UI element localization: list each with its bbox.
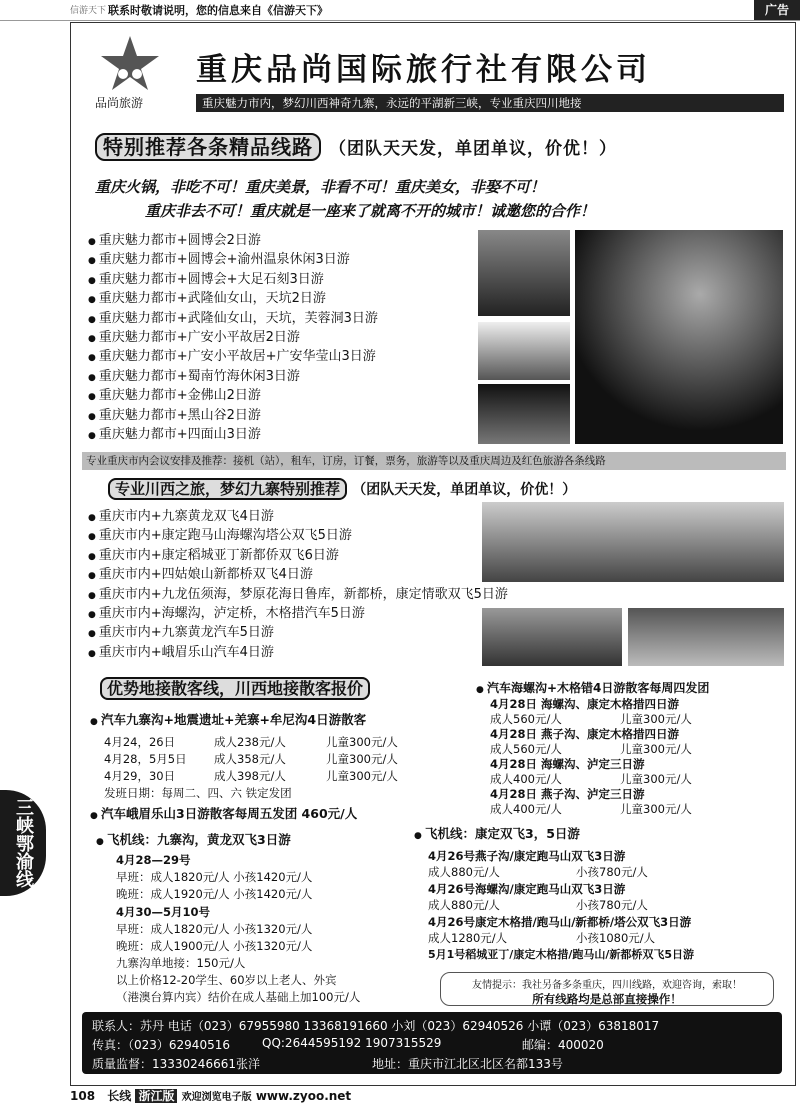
list-item: ● 重庆魅力都市+圆博会+渝州温泉休闲3日游 [88, 251, 378, 270]
snow-mountain-photo [482, 608, 622, 666]
canyon-photo [478, 230, 570, 316]
star-logo-icon [95, 34, 165, 92]
footer-text: 欢迎浏览电子版 [181, 1092, 252, 1103]
table-row: 成人880元/人 小孩780元/人 [428, 865, 648, 879]
contact-supervision: 质量监督：13330246661张洋 [92, 1057, 260, 1071]
contact-qq: QQ:2644595192 1907315529 [262, 1036, 442, 1050]
top-bar [0, 0, 800, 21]
contact-panel [82, 1012, 782, 1074]
table-row: 成人560元/人 儿童300元/人 [490, 712, 692, 726]
contact-line-1: 联系人：苏丹 电话（023）67955980 13368191660 小刘（023）62940526 小谭（023）63818017 [92, 1019, 660, 1033]
brand-name: 品尚旅游 [95, 96, 144, 110]
table-row: 成人560元/人 儿童300元/人 [490, 742, 692, 756]
tip-line-2: 所有线路均是总部直接操作！ [532, 992, 682, 1006]
table-row: 成人400元/人 儿童300元/人 [490, 802, 692, 816]
prices-title [100, 676, 370, 699]
table-row: 4月28日 海螺沟、泸定三日游 [490, 757, 645, 771]
lake-photo [478, 322, 570, 380]
table-row: 4月28日 燕子沟、泸定三日游 [490, 787, 645, 801]
friendly-tip [440, 972, 774, 1006]
list-item: ● 重庆魅力都市+广安小平故居2日游 [88, 329, 378, 348]
headline-main: 特别推荐各条精品线路 [95, 133, 321, 161]
fly-jz-p2a: 早班：成人1820元/人 小孩1320元/人 [116, 922, 313, 936]
departure-note: 发班日期：每周二、四、六 铁定发团 [104, 786, 292, 800]
list-item: ● 重庆市内+九寨黄龙双飞4日游 [88, 508, 508, 527]
top-notice: 联系时敬请说明，您的信息来自《信游天下》 [108, 4, 328, 17]
table-row: 成人880元/人 小孩780元/人 [428, 898, 648, 912]
list-item: ● 重庆市内+四姑娘山新都桥双飞4日游 [88, 566, 508, 585]
list-item: ● 重庆魅力都市+武隆仙女山，天坑，芙蓉洞3日游 [88, 310, 378, 329]
headline [95, 131, 617, 160]
tip-line-1: 友情提示：我社另备多条重庆，四川线路，欢迎咨询，索取！ [472, 980, 742, 991]
tagline-1: 重庆火锅，非吃不可！重庆美景，非看不可！重庆美女，非娶不可！ [95, 178, 546, 196]
bus-jz-title: ● 汽车九寨沟+地震遗址+羌寨+牟尼沟4日游散客 [90, 712, 366, 730]
table-row: 4月26号海螺沟/康定跑马山双飞3日游 [428, 882, 626, 896]
list-item: ● 重庆市内+九寨黄龙汽车5日游 [88, 624, 508, 643]
tagline-2: 重庆非去不可！重庆就是一座来了就离不开的城市！诚邀您的合作！ [145, 202, 596, 220]
list-item: ● 重庆魅力都市+武隆仙女山，天坑2日游 [88, 290, 378, 309]
cq-route-list [88, 232, 378, 445]
prices-title-main: 优势地接散客线，川西地接散客报价 [100, 677, 370, 700]
fly-jz-p1a: 早班：成人1820元/人 小孩1420元/人 [116, 870, 313, 884]
jiuzhai-title [108, 478, 576, 499]
fly-jz-note1: 以上价格12-20学生、60岁以上老人、外宾 [116, 973, 337, 987]
skyline-photo [478, 384, 570, 444]
night-city-photo [575, 230, 783, 444]
contact-fax: 传真：（023）62940516 [92, 1038, 230, 1052]
magazine-logo: 信游天下 [70, 6, 107, 16]
list-item: ● 重庆魅力都市+四面山3日游 [88, 426, 378, 445]
fly-jz-note2: （港澳台算内宾）结价在成人基础上加100元/人 [116, 990, 361, 1004]
fly-kd-title: ● 飞机线：康定双飞3，5日游 [414, 826, 580, 844]
fly-jz-local: 九寨沟单地接：150元/人 [116, 956, 246, 970]
list-item: ● 重庆魅力都市+广安小平故居+广安华莹山3日游 [88, 348, 378, 367]
table-row: 4月26号康定木格措/跑马山/新都桥/塔公双飞3日游 [428, 915, 692, 929]
slogan-bar: 重庆魅力市内，梦幻川西神奇九寨，永远的平湖新三峡，专业重庆四川地接 [196, 94, 784, 112]
fly-jz-p1: 4月28—29号 [116, 853, 191, 867]
table-row: 4月28日 海螺沟、康定木格措四日游 [490, 697, 680, 711]
jiuzhai-title-sub: （团队天天发，单团单议，价优！） [352, 482, 577, 498]
fly-jz-title: ● 飞机线：九寨沟，黄龙双飞3日游 [96, 832, 291, 850]
list-item: ● 重庆市内+海螺沟，泸定桥，木格措汽车5日游 [88, 605, 508, 624]
table-row: 4月28日 燕子沟、康定木格措四日游 [490, 727, 680, 741]
list-item: ● 重庆市内+康定稻城亚丁新都侨双飞6日游 [88, 547, 508, 566]
fly-jz-p2: 4月30—5月10号 [116, 905, 211, 919]
ad-tag: 广告 [754, 0, 800, 20]
page-number: 108 [70, 1089, 96, 1103]
list-item: ● 重庆魅力都市+金佛山2日游 [88, 387, 378, 406]
contact-postcode: 邮编：400020 [522, 1038, 604, 1052]
list-item: ● 重庆市内+康定跑马山海螺沟塔公双飞5日游 [88, 527, 508, 546]
list-item: ● 重庆魅力都市+圆博会+大足石刻3日游 [88, 271, 378, 290]
jiuzhai-route-list [88, 508, 508, 663]
fly-kd-last: 5月1号稻城亚丁/康定木格措/跑马山/新都桥双飞5日游 [428, 948, 695, 961]
fly-jz-p1b: 晚班：成人1920元/人 小孩1420元/人 [116, 887, 313, 901]
list-item: ● 重庆魅力都市+蜀南竹海休闲3日游 [88, 368, 378, 387]
edition-badge: 浙江版 [135, 1089, 177, 1103]
list-item: ● 重庆魅力都市+圆博会2日游 [88, 232, 378, 251]
services-bar: 专业重庆市内会议安排及推荐：接机（站），租车，订房，订餐，票务，旅游等以及重庆周边及红色旅游各条线路 [82, 452, 786, 470]
fly-jz-p2b: 晚班：成人1900元/人 小孩1320元/人 [116, 939, 313, 953]
footer-url[interactable]: www.zyoo.net [255, 1089, 352, 1103]
list-item: ● 重庆魅力都市+黑山谷2日游 [88, 407, 378, 426]
table-row: 4月26号燕子沟/康定跑马山双飞3日游 [428, 849, 626, 863]
list-item: ● 重庆市内+九龙伍须海，梦原花海日鲁库，新都桥，康定情歌双飞5日游 [88, 586, 508, 605]
table-row: 4月28，5月5日 成人358元/人 儿童300元/人 [104, 752, 398, 766]
bus-hl-title: ● 汽车海螺沟+木格错4日游散客每周四发团 [476, 680, 709, 698]
bus-emei-line: ● 汽车峨眉乐山3日游散客每周五发团 460元/人 [90, 806, 357, 824]
company-name: 重庆品尚国际旅行社有限公司 [196, 52, 651, 88]
page-footer [70, 1087, 351, 1104]
section-name: 长线 [107, 1089, 132, 1103]
list-item: ● 重庆市内+峨眉乐山汽车4日游 [88, 644, 508, 663]
table-row: 4月24，26日 成人238元/人 儿童300元/人 [104, 735, 398, 749]
table-row: 4月29，30日 成人398元/人 儿童300元/人 [104, 769, 398, 783]
headline-sub: （团队天天发，单团单议，价优！） [328, 139, 617, 159]
table-row: 成人400元/人 儿童300元/人 [490, 772, 692, 786]
mountain-lake-photo [482, 502, 784, 582]
contact-address: 地址：重庆市江北区北区名都133号 [372, 1057, 563, 1071]
valley-photo [628, 608, 784, 666]
jiuzhai-title-main: 专业川西之旅，梦幻九寨特别推荐 [108, 478, 347, 500]
table-row: 成人1280元/人 小孩1080元/人 [428, 931, 656, 945]
side-section-label: 三峡鄂渝线 [0, 790, 46, 896]
